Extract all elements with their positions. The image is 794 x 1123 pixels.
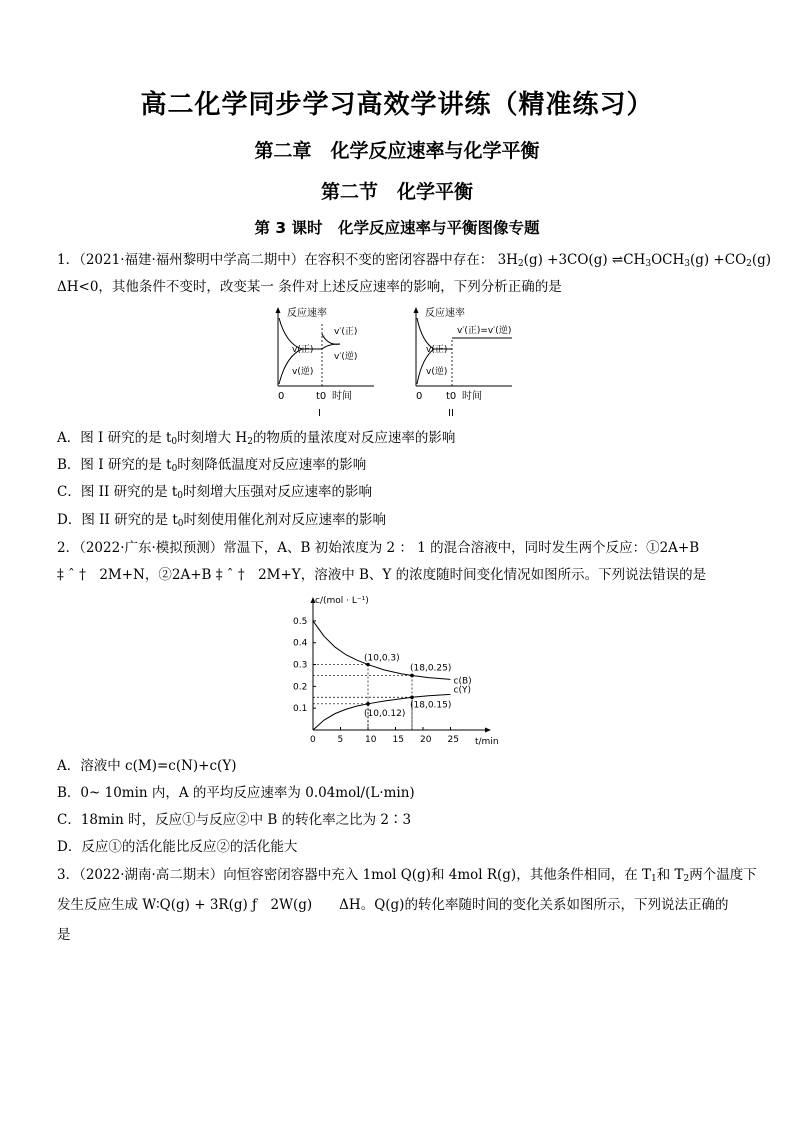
q2-option-b[interactable]: B．0~ 10min 内，A 的平均反应速率为 0.04mol/(L·min) <box>57 785 415 801</box>
q3-stem-line3: 是 <box>57 927 71 943</box>
y-tick-label: 0.4 <box>293 638 308 649</box>
option-text: D．图 II 研究的是 t <box>57 512 178 528</box>
option-sub: 0 <box>177 491 184 501</box>
t0-label: t0 <box>316 391 327 402</box>
q1-sub: 3 <box>645 259 652 269</box>
point-annotation: (18,0.25) <box>410 663 452 674</box>
q1-sub: 2 <box>746 259 752 269</box>
q1-sub: 2 <box>517 259 524 269</box>
label-v-forward: v(正) <box>292 345 314 355</box>
option-sub: 0 <box>171 437 178 447</box>
q1-stem-line1 <box>57 250 771 270</box>
q3-sub: 1 <box>651 874 657 884</box>
q2-option-c[interactable]: C．18min 时，反应①与反应②中 B 的转化率之比为 2∶3 <box>57 812 412 828</box>
origin-label: 0 <box>278 391 285 402</box>
rate-graph-I <box>262 304 382 422</box>
x-axis-label: t/min <box>475 737 499 747</box>
q1-option-d[interactable] <box>57 510 386 530</box>
x-tick-label: 10 <box>365 735 377 745</box>
y-axis-label: 反应速率 <box>287 308 327 319</box>
option-text: C．图 II 研究的是 t <box>57 484 178 500</box>
q1-sub: 3 <box>684 259 690 269</box>
q1-stem-text-d: (g) +CO <box>689 252 747 268</box>
series-label: c(B) <box>453 676 472 687</box>
q2-option-a[interactable]: A．溶液中 c(M)=c(N)+c(Y) <box>57 758 237 774</box>
y-tick-label: 0.3 <box>293 660 308 671</box>
q1-option-a[interactable] <box>57 428 455 448</box>
concentration-time-chart <box>288 592 503 752</box>
q1-stem-line2: ΔH<0，其他条件不变时，改变某一 条件对上述反应速率的影响，下列分析正确的是 <box>57 279 562 295</box>
x-tick-label: 15 <box>392 735 404 745</box>
q3-stem-line2: 发生反应生成 W∶Q(g) + 3R(g) ƒ 2W(g) ΔH。Q(g)的转化率随时间的变化关系如图所示，下列说法正确的 <box>57 897 729 913</box>
label-v-forward-new: v′(正) <box>334 327 358 337</box>
q1-stem-text-a: 1．（2021·福建·福州黎明中学高二期中）在容积不变的密闭容器中存在： 3H <box>57 252 518 268</box>
option-sub: 2 <box>247 437 253 447</box>
label-v-reverse: v(逆) <box>426 367 448 377</box>
label-v-equal: v′(正)=v′(逆) <box>457 326 512 336</box>
label-v-reverse: v(逆) <box>292 367 314 377</box>
x-axis-arrow <box>485 728 491 733</box>
x-axis-label: 时间 <box>332 391 352 402</box>
figure-caption-II: II <box>448 408 454 419</box>
option-sub: 0 <box>177 519 184 529</box>
page-title: 高二化学同步学习高效学讲练（精准练习） <box>140 90 654 120</box>
lesson-title: 第 3 课时 化学反应速率与平衡图像专题 <box>254 219 540 237</box>
point-annotation: (18,0.15) <box>410 700 452 711</box>
q2-stem-line2: ‡ ˆ † 2M+N，②2A+B ‡ ˆ † 2M+Y，溶液中 B、Y 的浓度随时间变化情况如图所示。下列说法错误的是 <box>57 567 707 583</box>
q3-sub: 2 <box>683 874 690 884</box>
option-text: B．图 I 研究的是 t <box>57 457 172 473</box>
y-axis-arrow <box>414 307 419 313</box>
y-tick-label: 0.5 <box>293 616 308 627</box>
q3-text: 3．（2022·湖南·高二期末）向恒容密闭容器中充入 1mol Q(g)和 4mol R(g)，其他条件相同，在 T <box>57 867 651 883</box>
point-annotation: (10,0.3) <box>364 653 400 664</box>
q1-stem-text-c: OCH <box>651 252 685 268</box>
option-sub: 0 <box>171 464 178 474</box>
y-tick-label: 0.1 <box>293 704 308 715</box>
q1-option-c[interactable] <box>57 482 372 502</box>
q3-text: 和 T <box>656 867 684 883</box>
chart-plot-area <box>293 617 472 745</box>
series-label: c(Y) <box>453 685 471 696</box>
x-tick-label: 25 <box>447 735 459 745</box>
option-text: 时刻使用催化剂对反应速率的影响 <box>183 512 387 528</box>
x-tick-label: 20 <box>420 735 432 745</box>
q1-stem-text-b: (g) +3CO(g) ⇌CH <box>523 252 646 268</box>
x-axis-label: 时间 <box>462 391 482 402</box>
label-v-reverse-new: v′(逆) <box>334 352 358 362</box>
option-text: 时刻增大压强对反应速率的影响 <box>183 484 373 500</box>
q2-stem-line1: 2．（2022·广东·模拟预测）常温下，A、B 初始浓度为 2 ： 1 的混合溶液中，同时发生两个反应：①2A+B <box>57 540 700 556</box>
label-v-forward: v(正) <box>426 345 448 355</box>
t0-label: t0 <box>446 391 457 402</box>
option-text: A．图 I 研究的是 t <box>57 430 172 446</box>
y-tick-label: 0.2 <box>293 682 308 693</box>
rate-graph-II <box>400 304 530 422</box>
option-text: 的物质的量浓度对反应速率的影响 <box>252 430 456 446</box>
y-axis-label: c/(mol · L⁻¹) <box>315 596 369 606</box>
q1-option-b[interactable] <box>57 455 366 475</box>
chapter-title: 第二章 化学反应速率与化学平衡 <box>254 140 540 162</box>
origin-label: 0 <box>416 391 423 402</box>
y-axis-label: 反应速率 <box>425 308 465 319</box>
q3-text: 两个温度下 <box>689 867 757 883</box>
option-text: 时刻增大 H <box>177 430 248 446</box>
option-text: 时刻降低温度对反应速率的影响 <box>177 457 367 473</box>
figure-caption-I: I <box>318 408 321 419</box>
q3-stem-line1 <box>57 865 757 885</box>
q1-stem-text-e: (g) <box>751 252 772 268</box>
x-tick-label: 0 <box>310 735 316 745</box>
q2-option-d[interactable]: D．反应①的活化能比反应②的活化能大 <box>57 839 298 855</box>
section-title: 第二节 化学平衡 <box>320 181 473 203</box>
x-tick-label: 5 <box>337 735 344 745</box>
point-annotation: (10,0.12) <box>364 708 406 719</box>
y-axis-arrow <box>276 307 281 313</box>
